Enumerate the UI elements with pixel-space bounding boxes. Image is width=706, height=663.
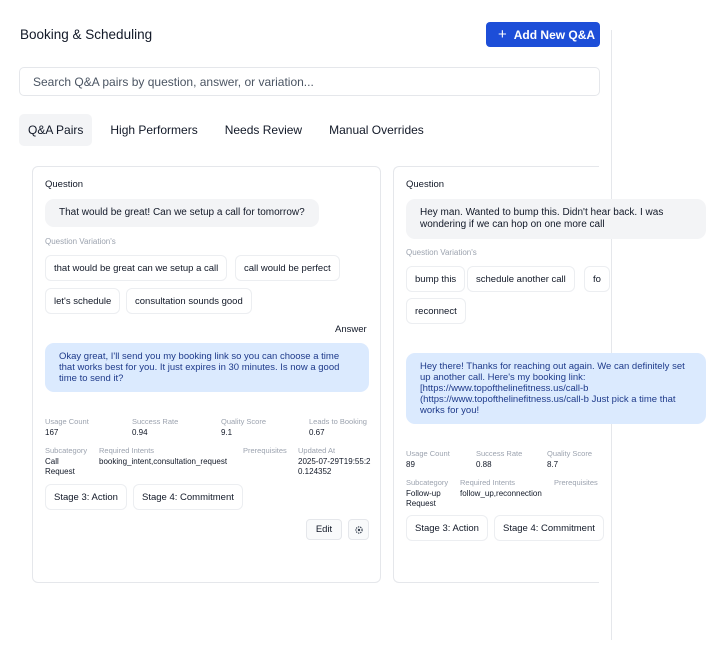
subcategory-value: Follow-up Request xyxy=(406,489,441,508)
variation-chip[interactable]: schedule another call xyxy=(467,266,575,292)
page-right-divider xyxy=(611,30,612,640)
tab-manual-overrides[interactable]: Manual Overrides xyxy=(329,123,424,137)
variation-chip[interactable]: reconnect xyxy=(406,298,466,324)
usage-count-value: 167 xyxy=(45,428,59,437)
success-rate-label: Success Rate xyxy=(476,449,523,458)
variations-label: Question Variation's xyxy=(406,248,477,257)
gear-icon xyxy=(354,525,364,535)
variation-chip[interactable]: that would be great can we setup a call xyxy=(45,255,227,281)
subcategory-label: Subcategory xyxy=(406,478,449,487)
subcategory-value: Call Request xyxy=(45,457,75,476)
quality-score-label: Quality Score xyxy=(547,449,593,458)
quality-score-label: Quality Score xyxy=(221,417,267,426)
prerequisites-label: Prerequisites xyxy=(243,446,287,455)
settings-button[interactable] xyxy=(348,519,369,540)
quality-score-value: 9.1 xyxy=(221,428,233,437)
leads-to-booking-label: Leads to Booking xyxy=(309,417,367,426)
stage-badge: Stage 3: Action xyxy=(45,484,127,510)
prerequisites-label: Prerequisites xyxy=(554,478,598,487)
question-label: Question xyxy=(45,179,84,190)
add-new-qa-button[interactable] xyxy=(486,22,600,47)
success-rate-value: 0.94 xyxy=(132,428,148,437)
required-intents-value: follow_up,reconnection xyxy=(460,489,542,498)
page-title: Booking & Scheduling xyxy=(20,27,153,42)
answer-label: Answer xyxy=(335,324,367,335)
variations-label: Question Variation's xyxy=(45,237,116,246)
required-intents-label: Required Intents xyxy=(460,478,516,487)
qa-card xyxy=(393,166,685,583)
tab-needs-review[interactable]: Needs Review xyxy=(224,123,303,137)
quality-score-value: 8.7 xyxy=(547,460,559,469)
usage-count-label: Usage Count xyxy=(406,449,450,458)
plus-icon: + xyxy=(498,26,507,43)
variation-chip[interactable]: call would be perfect xyxy=(235,255,340,281)
required-intents-label: Required Intents xyxy=(99,446,155,455)
add-new-qa-label: Add New Q&A xyxy=(513,27,596,42)
updated-at-label: Updated At xyxy=(298,446,336,455)
tab-qa-pairs[interactable]: Q&A Pairs xyxy=(19,114,92,146)
edit-button[interactable]: Edit xyxy=(306,519,342,540)
stage-badge: Stage 4: Commitment xyxy=(133,484,243,510)
question-label: Question xyxy=(406,179,445,190)
qa-card xyxy=(32,166,381,583)
subcategory-label: Subcategory xyxy=(45,446,88,455)
updated-at-value: 2025-07-29T19:55:20.124352 xyxy=(298,457,371,476)
stage-badge: Stage 4: Commitment xyxy=(494,515,604,541)
required-intents-value: booking_intent,consultation_request xyxy=(99,457,228,466)
stage-badge: Stage 3: Action xyxy=(406,515,488,541)
usage-count-value: 89 xyxy=(406,460,415,469)
leads-to-booking-value: 0.67 xyxy=(309,428,325,437)
success-rate-value: 0.88 xyxy=(476,460,492,469)
answer-bubble: Okay great, I'll send you my booking link so you can choose a time that works best for you. It just expires in 30 minutes. Is now a good time to send it? xyxy=(45,343,369,392)
variation-chip[interactable]: fo xyxy=(584,266,610,292)
success-rate-label: Success Rate xyxy=(132,417,179,426)
search-input[interactable]: Search Q&A pairs by question, answer, or variation... xyxy=(19,67,600,96)
usage-count-label: Usage Count xyxy=(45,417,89,426)
variation-chip[interactable]: let's schedule xyxy=(45,288,120,314)
variation-chip[interactable]: bump this xyxy=(406,266,465,292)
question-bubble: That would be great! Can we setup a call for tomorrow? xyxy=(45,199,319,227)
page-header xyxy=(20,22,600,48)
tab-bar xyxy=(19,114,442,146)
answer-bubble: Hey there! Thanks for reaching out again. We can definitely set up another call. Here's my booking link: [https://www.topofthelinefitness.us/call-b (https://www.topofthelinefitness.us/call-b Just pick a time that works for you! xyxy=(406,353,706,424)
variation-chip[interactable]: consultation sounds good xyxy=(126,288,252,314)
tab-high-performers[interactable]: High Performers xyxy=(110,123,198,137)
question-bubble: Hey man. Wanted to bump this. Didn't hear back. I was wondering if we can hop on one more call xyxy=(406,199,706,239)
